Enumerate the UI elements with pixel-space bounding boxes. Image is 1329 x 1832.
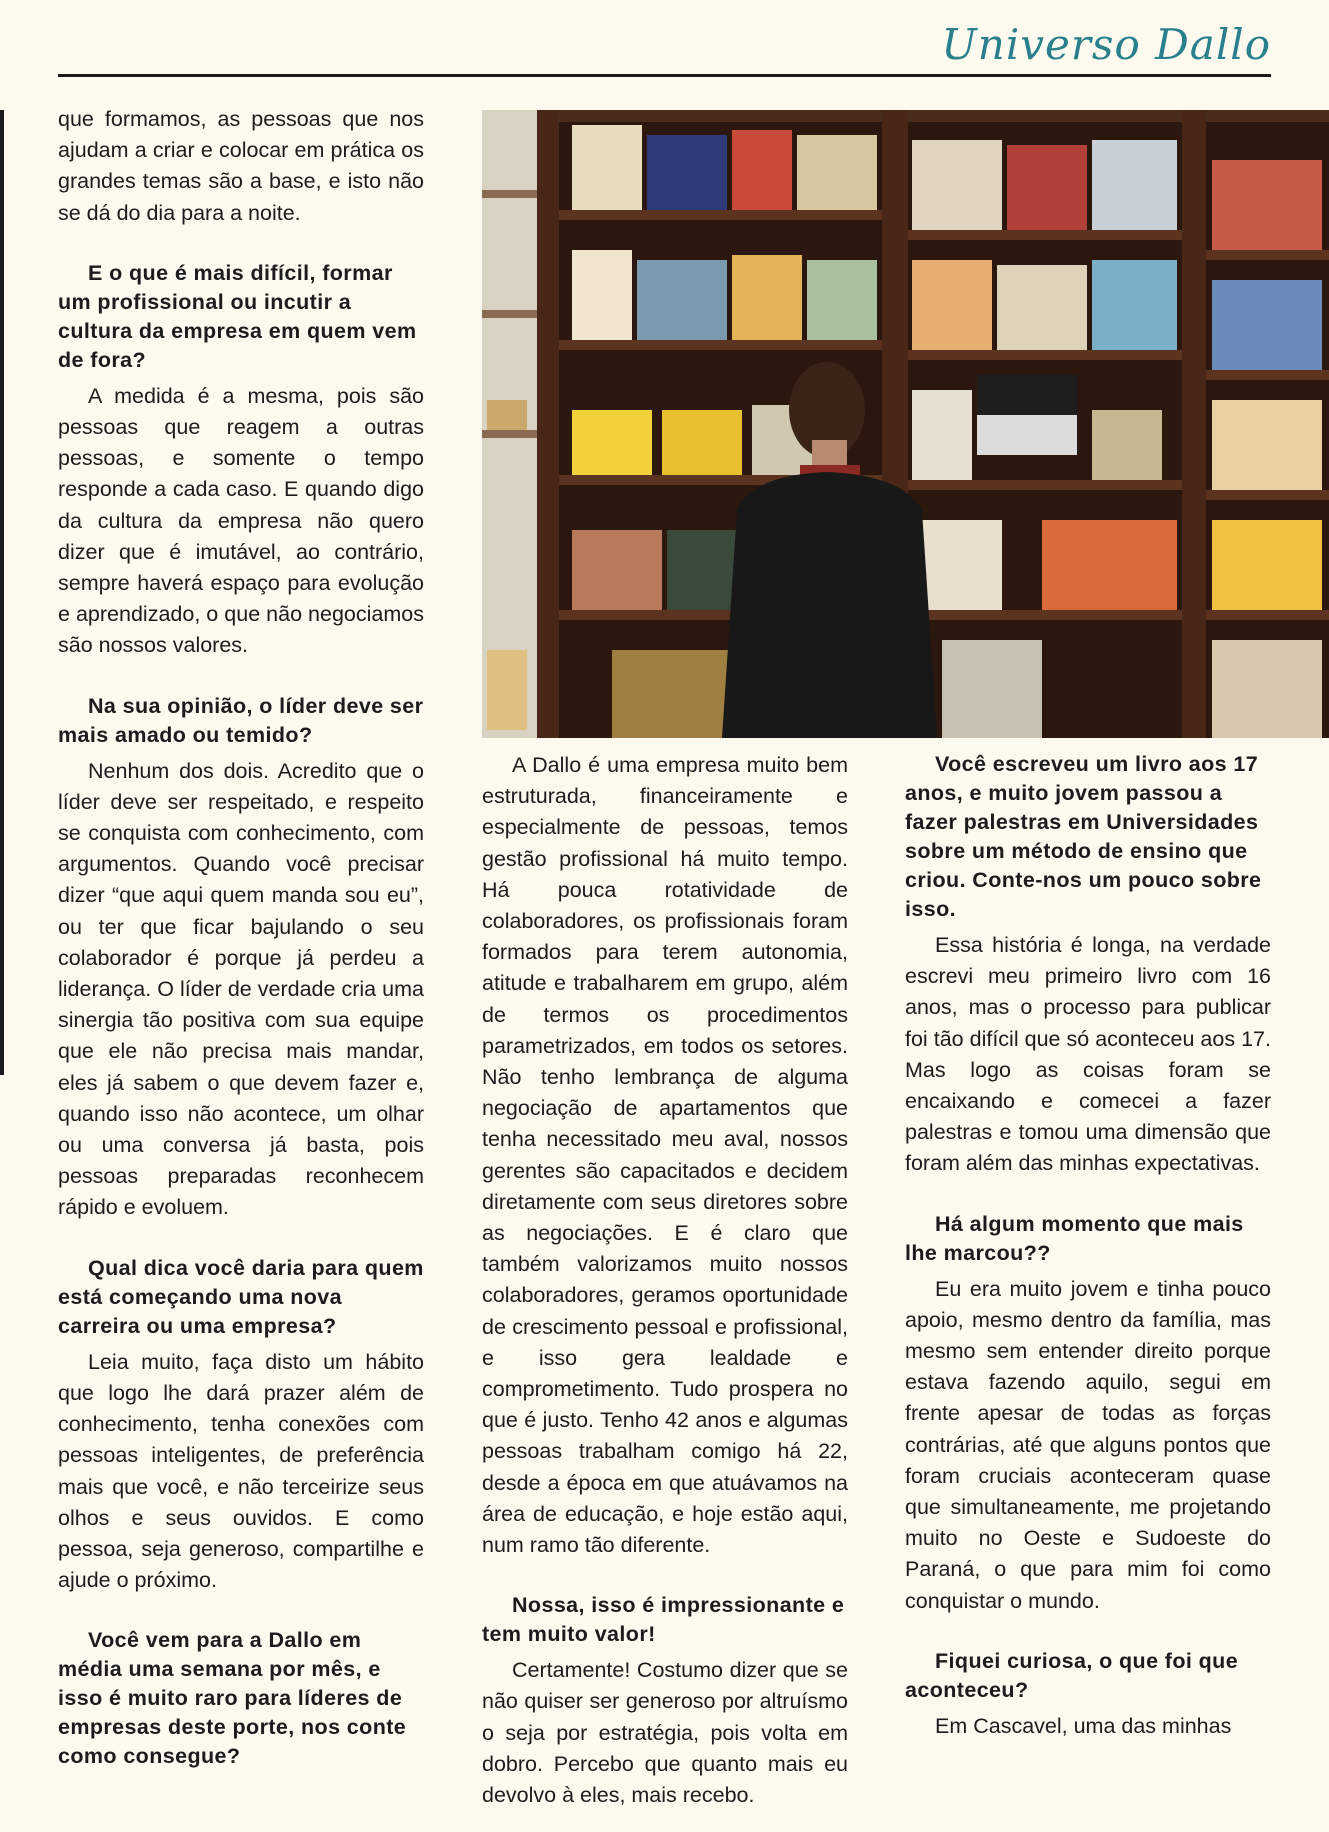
article-column-3 (905, 750, 1271, 1742)
interview-question: Nossa, isso é impressionante e tem muito valor! (482, 1593, 845, 1647)
interview-question: Você vem para a Dallo em média uma semana por mês, e isso é muito raro para líderes de empresas deste porte, nos conte como consegue? (58, 1628, 407, 1769)
interview-answer: Eu era muito jovem e tinha pouco apoio, mesmo dentro da família, mas mesmo sem entender direito porque estava fazendo aquilo, segui em frente apesar de todas as forças contrárias, até que alguns pontos que foram cruciais aconteceram quase que simultaneamente, me projetando muito no Oeste e Sudoeste do Paraná, o que para mim foi como conquistar o mundo. (905, 1276, 1271, 1613)
interview-answer: A medida é a mesma, pois são pessoas que reagem a outras pessoas, e somente o tempo responde a cada caso. E quando digo da cultura da empresa não quero dizer que é imutável, ao contrário, sempre haverá espaço para evolução e aprendizado, o que não negociamos são nossos valores. (58, 383, 424, 658)
interview-answer: A Dallo é uma empresa muito bem estruturada, financeiramente e especialmente de pessoas, temos gestão profissional há muito tempo. Há pouca rotatividade de colaboradores, os profissionais foram formados para terem autonomia, atitude e trabalharem em grupo, além de termos os procedimentos parametrizados, em todos os setores. Não tenho lembrança de alguma negociação de apartamentos que tenha necessitado meu aval, nossos gerentes são capacitados e decidem diretamente com seus diretores sobre as negociações. E é claro que também valorizamos muito nossos colaboradores, geramos oportunidade de crescimento pessoal e profissional, e isso gera lealdade e comprometimento. Tudo prospera no que é justo. Tenho 42 anos e algumas pessoas trabalham comigo há 22, desde a época em que atuávamos na área de educação, e hoje estão aqui, num ramo tão diferente. (482, 753, 848, 1558)
article-column-2 (482, 750, 848, 1811)
interview-question: Há algum momento que mais lhe marcou?? (905, 1211, 1244, 1265)
interview-question: E o que é mais difícil, formar um profissional ou incutir a cultura da empresa em quem vem de fora? (58, 260, 417, 372)
interview-answer: Certamente! Costumo dizer que se não quiser ser generoso por altruísmo o seja por estratégia, pois volta em dobro. Percebo que quanto mais eu devolvo à eles, mais recebo. (482, 1658, 848, 1808)
article-column-1 (58, 104, 424, 1771)
interview-question: Na sua opinião, o líder deve ser mais amado ou temido? (58, 693, 424, 747)
bookshelf-photo-illustration (482, 110, 1329, 738)
header-rule (58, 74, 1271, 77)
page-edge-mark (0, 110, 4, 1075)
magazine-section-title: Universo Dallo (941, 20, 1271, 69)
article-photo (482, 110, 1329, 738)
interview-answer: Leia muito, faça disto um hábito que logo lhe dará prazer além de conhecimento, tenha conexões com pessoas inteligentes, de preferência mais que você, e não terceirize seus olhos e seus ouvidos. E como pessoa, seja generoso, compartilhe e ajude o próximo. (58, 1349, 424, 1593)
interview-answer: Essa história é longa, na verdade escrevi meu primeiro livro com 16 anos, mas o processo para publicar foi tão difícil que só aconteceu aos 17. Mas logo as coisas foram se encaixando e comecei a fazer palestras e tomou uma dimensão que foram além das minhas expectativas. (905, 933, 1271, 1176)
interview-answer: Nenhum dos dois. Acredito que o líder deve ser respeitado, e respeito se conquista com conhecimento, com argumentos. Quando você precisar dizer “que aqui quem manda sou eu”, ou ter que ficar bajulando o seu colaborador é porque já perdeu a liderança. O líder de verdade cria uma sinergia tão positiva com sua equipe que ele não precisa mais mandar, eles já sabem o que devem fazer e, quando isso não acontece, um olhar ou uma conversa já basta, pois pessoas preparadas reconhecem rápido e evoluem. (58, 758, 424, 1220)
interview-answer: Em Cascavel, uma das minhas (935, 1713, 1232, 1738)
interview-question: Você escreveu um livro aos 17 anos, e muito jovem passou a fazer palestras em Universidades sobre um método de ensino que criou. Conte-nos um pouco sobre isso. (905, 752, 1262, 921)
interview-question: Qual dica você daria para quem está começando uma nova carreira ou uma empresa? (58, 1255, 424, 1338)
interview-question: Fiquei curiosa, o que foi que aconteceu? (905, 1648, 1239, 1702)
paragraph: que formamos, as pessoas que nos ajudam a criar e colocar em prática os grandes temas são a base, e isto não se dá do dia para a noite. (58, 107, 424, 225)
